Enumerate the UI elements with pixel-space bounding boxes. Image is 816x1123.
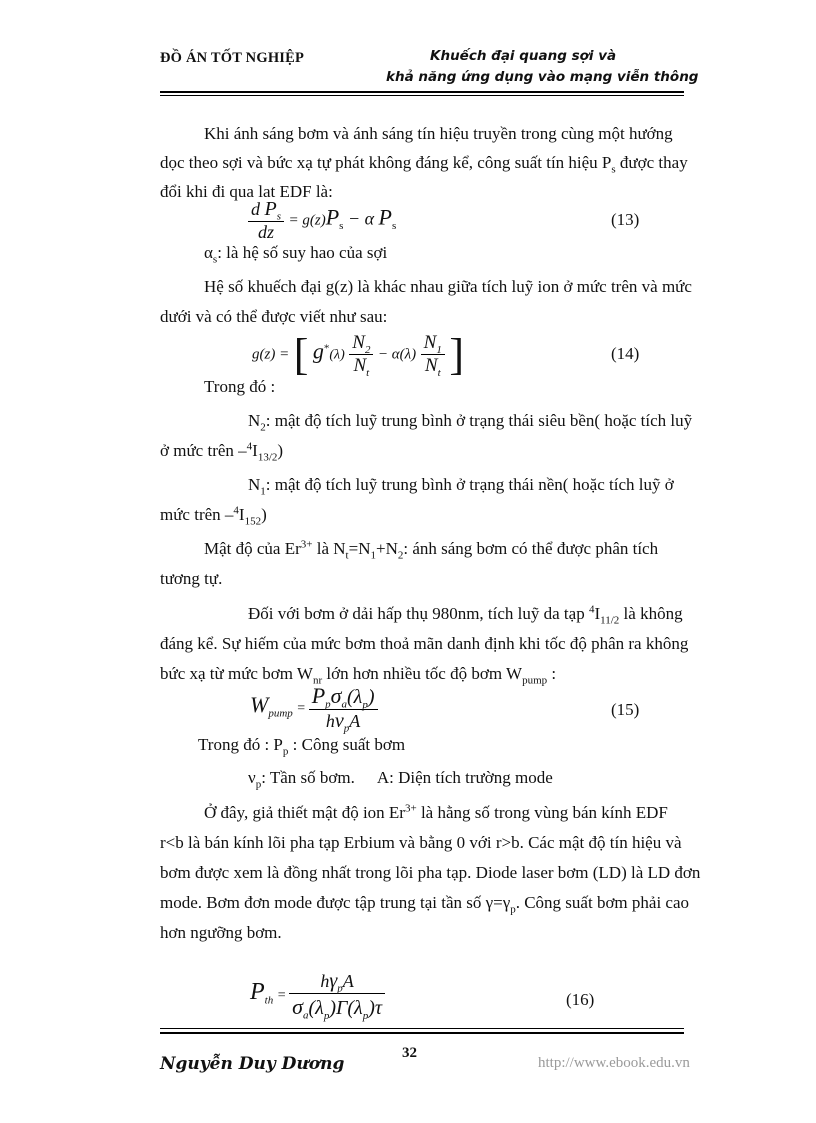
paragraph-1-line3: đổi khi đi qua lat EDF là: xyxy=(160,182,333,201)
frequency-definition: $\nu_p$: Tần số bơm. A: Diện tích trường mode xyxy=(248,768,553,791)
header-subtitle-line1: Khuếch đại quang sợi và xyxy=(430,48,617,64)
header-rule-thin xyxy=(160,95,684,96)
equation-15-number: (15) xyxy=(611,700,640,719)
paragraph-2-line2: dưới và có thể được viết như sau: xyxy=(160,307,388,326)
page-number: 32 xyxy=(402,1045,417,1061)
footer-rule-thin xyxy=(160,1028,684,1029)
paragraph-3-line2: đáng kể. Sự hiếm của mức bơm thoả mãn danh định khi tốc độ phân ra không xyxy=(160,634,689,653)
footer-author: Nguyễn Duy Dương xyxy=(160,1054,345,1074)
paragraph-3-line3: bức xạ từ mức bơm $W_{nr}$ lớn hơn nhiều tốc độ bơm $W_{pump}$ : xyxy=(160,664,557,687)
equation-14-number: (14) xyxy=(611,344,640,363)
equation-16: $P_{th}$ = $\frac{h\gamma_pA}{\sigma_a(\lambda_p)\Gamma(\lambda_p)\tau}$ xyxy=(250,970,385,1020)
paragraph-1-line1: Khi ánh sáng bơm và ánh sáng tín hiệu truyền trong cùng một hướng xyxy=(204,124,673,143)
paragraph-4-line4: mode. Bơm đơn mode được tập trung tại tần số $\gamma=\gamma_p$. Công suất bơm phải cao xyxy=(160,893,690,916)
equation-13-number: (13) xyxy=(611,210,640,229)
footer-rule-thick xyxy=(160,1032,684,1034)
header-title: ĐỒ ÁN TỐT NGHIỆP xyxy=(160,50,305,66)
n2-definition-line2: ở mức trên $-^4I_{13/2}$) xyxy=(160,440,284,464)
n1-definition-line2: mức trên $-^4I_{152}$) xyxy=(160,504,267,528)
equation-15: $W_{pump}$ = $\frac{P_p\sigma_a(\lambda_p)}{h\nu_pA}$ xyxy=(250,683,378,733)
header-subtitle-line2: khả năng ứng dụng vào mạng viễn thông xyxy=(386,69,699,85)
equation-14: g(z) = [ g*(λ) $\frac{N_2}{N_t}$ − α(λ) $\frac{N_1}{N_t}$ ] xyxy=(252,330,465,379)
n1-definition-line1: $N_1$: mật độ tích luỹ trung bình ở trạng thái nền( hoặc tích luỹ ở xyxy=(248,475,674,498)
paragraph-4-line1: Ở đây, giả thiết mật độ ion $Er^{3+}$ là hằng số trong vùng bán kính EDF xyxy=(204,802,668,822)
paragraph-1-line2: dọc theo sợi và bức xạ tự phát không đáng kể, công suất tín hiệu $P_s$ được thay xyxy=(160,153,688,176)
footer-url: http://www.ebook.edu.vn xyxy=(538,1055,690,1071)
n2-definition-line1: $N_2$: mật độ tích luỹ trung bình ở trạng thái siêu bền( hoặc tích luỹ xyxy=(248,411,693,434)
paragraph-4-line3: bơm được xem là đồng nhất trong lõi pha tạp. Diode laser bơm (LD) là LD đơn xyxy=(160,863,701,882)
trong-do-label-2: Trong đó : $P_p$ : Công suất bơm xyxy=(198,735,406,758)
paragraph-2-line1: Hệ số khuếch đại g(z) là khác nhau giữa tích luỹ ion ở mức trên và mức xyxy=(204,277,692,296)
er-density-line1: Mật độ của $Er^{3+}$ là $N_t=N_1+N_2$: ánh sáng bơm có thể được phân tích xyxy=(204,538,659,562)
trong-do-label-1: Trong đó : xyxy=(204,377,276,396)
paragraph-4-line5: hơn ngưỡng bơm. xyxy=(160,923,282,942)
equation-13: $\frac{d P_s}{dz}$ = $g(z)P_s - \alpha$ $P_s$ xyxy=(248,198,396,243)
paragraph-4-line2: r<b là bán kính lõi pha tạp Erbium và bằng 0 với r>b. Các mật độ tín hiệu và xyxy=(160,833,682,852)
paragraph-3-line1: Đối với bơm ở dải hấp thụ 980nm, tích luỹ da tạp $^4I_{11/2}$ là không xyxy=(248,603,683,627)
alpha-definition: $\alpha_s$: là hệ số suy hao của sợi xyxy=(204,243,388,266)
equation-16-number: (16) xyxy=(566,990,595,1009)
er-density-line2: tương tự. xyxy=(160,569,223,588)
header-rule-thick xyxy=(160,91,684,93)
